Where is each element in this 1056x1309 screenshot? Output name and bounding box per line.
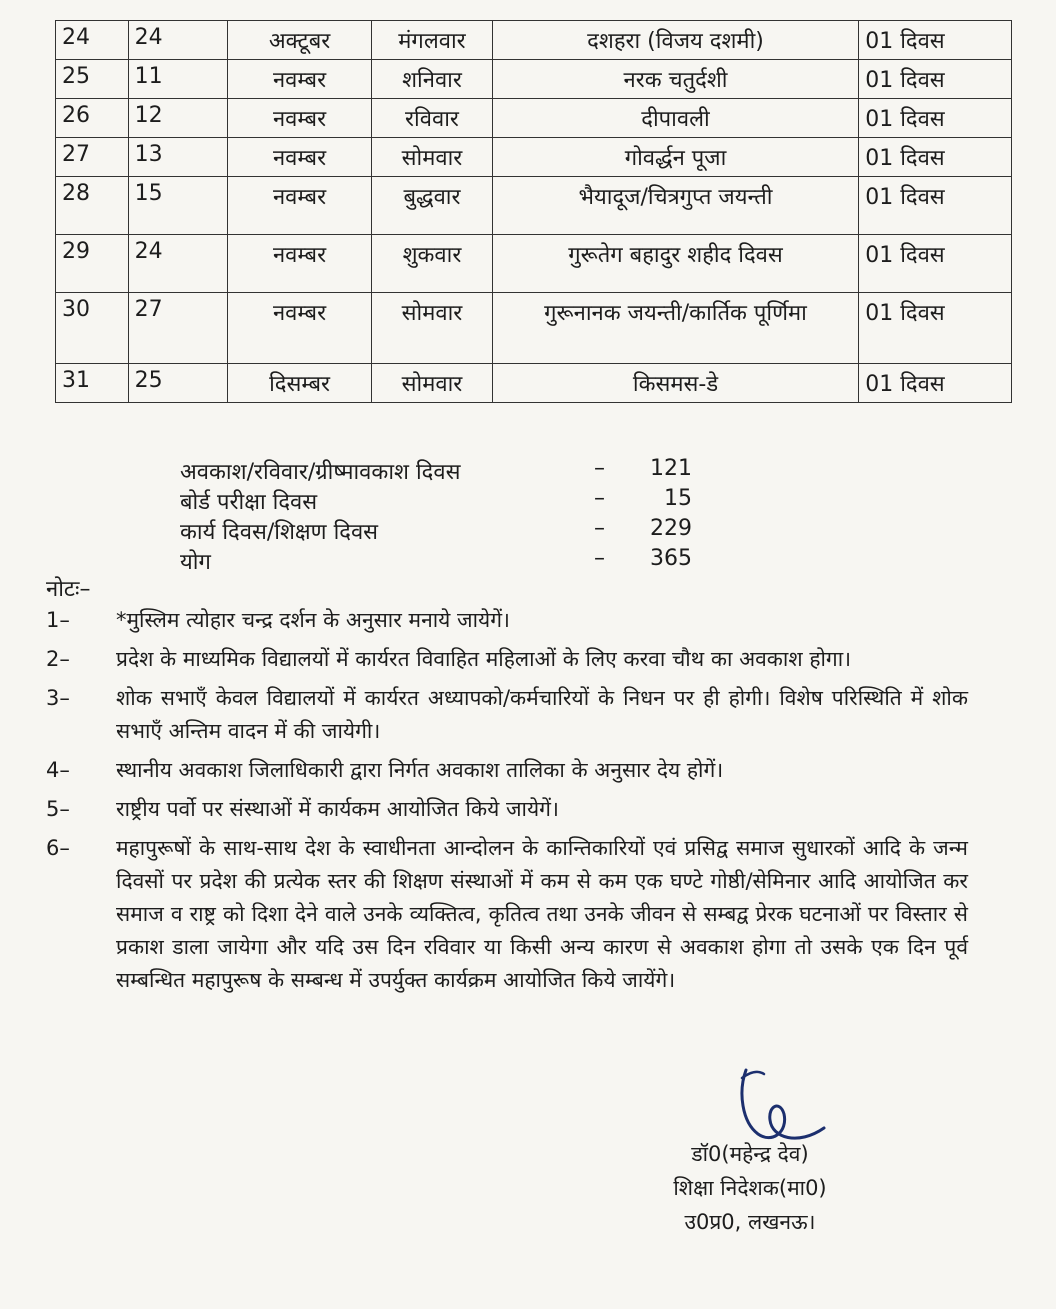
- summary-dash: –: [594, 546, 605, 571]
- serial-number-cell: 27: [56, 138, 129, 177]
- month-cell: नवम्बर: [227, 293, 371, 364]
- summary-label: बोर्ड परीक्षा दिवस: [180, 490, 318, 515]
- summary-dash: –: [594, 486, 605, 511]
- summary-row: [180, 486, 720, 516]
- serial-number-cell: 26: [56, 99, 129, 138]
- weekday-cell: शुकवार: [372, 235, 493, 293]
- serial-number-cell: 30: [56, 293, 129, 364]
- month-cell: नवम्बर: [227, 235, 371, 293]
- note-item: [46, 682, 968, 748]
- holiday-row: [56, 177, 1012, 235]
- weekday-cell: सोमवार: [372, 364, 493, 403]
- festival-cell: दीपावली: [492, 99, 858, 138]
- summary-value: 365: [650, 546, 692, 571]
- note-number: 6–: [46, 836, 70, 860]
- serial-number-cell: 25: [56, 60, 129, 99]
- summary-row: [180, 516, 720, 546]
- weekday-cell: मंगलवार: [372, 21, 493, 60]
- festival-cell: किसमस-डे: [492, 364, 858, 403]
- signatory-name: डॉ0(महेन्द्र देव): [691, 1142, 809, 1166]
- summary-label: अवकाश/रविवार/ग्रीष्मावकाश दिवस: [180, 460, 461, 485]
- date-cell: 13: [128, 138, 227, 177]
- date-cell: 24: [128, 235, 227, 293]
- month-cell: नवम्बर: [227, 177, 371, 235]
- festival-cell: नरक चतुर्दशी: [492, 60, 858, 99]
- festival-cell: गोवर्द्धन पूजा: [492, 138, 858, 177]
- date-cell: 25: [128, 364, 227, 403]
- festival-cell: गुरूतेग बहादुर शहीद दिवस: [492, 235, 858, 293]
- weekday-cell: बुद्धवार: [372, 177, 493, 235]
- note-number: 2–: [46, 647, 70, 671]
- festival-cell: गुरूनानक जयन्ती/कार्तिक पूर्णिमा: [492, 293, 858, 364]
- note-text: राष्ट्रीय पर्वो पर संस्थाओं में कार्यकम आयोजित किये जायेगें।: [116, 797, 559, 821]
- note-text: स्थानीय अवकाश जिलाधिकारी द्वारा निर्गत अवकाश तालिका के अनुसार देय होगें।: [116, 758, 724, 782]
- note-item: [46, 604, 968, 637]
- serial-number-cell: 29: [56, 235, 129, 293]
- duration-cell: 01 दिवस: [859, 177, 1012, 235]
- notes-list: [46, 604, 968, 1003]
- signature-block: [640, 1137, 860, 1239]
- summary-label: योग: [180, 550, 211, 575]
- date-cell: 11: [128, 60, 227, 99]
- weekday-cell: सोमवार: [372, 293, 493, 364]
- summary-value: 15: [664, 486, 692, 511]
- note-text: महापुरूषों के साथ-साथ देश के स्वाधीनता आन्दोलन के कान्तिकारियों एवं प्रसिद्व समाज सुधारकों आदि के जन्म दिवसों पर प्रदेश की प्रत्येक स्तर की शिक्षण संस्थाओं में कम से कम एक घण्टे गोष्ठी/सेमिनार आदि आयोजित कर समाज व राष्ट्र को दिशा देने वाले उनके व्यक्तित्व, कृतित्व तथा उनके जीवन से सम्बद्व प्रेरक घटनाओं पर विस्तार से प्रकाश डाला जायेगा और यदि उस दिन रविवार या किसी अन्य कारण से अवकाश होगा तो उसके एक दिन पूर्व सम्बन्धित महापुरूष के सम्बन्ध में उपर्युक्त कार्यक्रम आयोजित किये जायेंगे।: [116, 836, 968, 992]
- duration-cell: 01 दिवस: [859, 138, 1012, 177]
- month-cell: नवम्बर: [227, 138, 371, 177]
- summary-row: [180, 546, 720, 576]
- festival-cell: भैयादूज/चित्रगुप्त जयन्ती: [492, 177, 858, 235]
- month-cell: अक्टूबर: [227, 21, 371, 60]
- note-item: [46, 793, 968, 826]
- serial-number-cell: 28: [56, 177, 129, 235]
- date-cell: 15: [128, 177, 227, 235]
- date-cell: 12: [128, 99, 227, 138]
- note-text: *मुस्लिम त्योहार चन्द्र दर्शन के अनुसार मनाये जायेगें।: [116, 608, 511, 632]
- weekday-cell: सोमवार: [372, 138, 493, 177]
- month-cell: दिसम्बर: [227, 364, 371, 403]
- signatory-designation: शिक्षा निदेशक(मा0): [673, 1176, 827, 1200]
- summary-value: 229: [650, 516, 692, 541]
- serial-number-cell: 24: [56, 21, 129, 60]
- festival-cell: दशहरा (विजय दशमी): [492, 21, 858, 60]
- month-cell: नवम्बर: [227, 60, 371, 99]
- note-text: प्रदेश के माध्यमिक विद्यालयों में कार्यरत विवाहित महिलाओं के लिए करवा चौथ का अवकाश होगा।: [116, 647, 852, 671]
- holiday-row: [56, 138, 1012, 177]
- duration-cell: 01 दिवस: [859, 99, 1012, 138]
- duration-cell: 01 दिवस: [859, 293, 1012, 364]
- day-summary: [180, 456, 720, 576]
- weekday-cell: रविवार: [372, 99, 493, 138]
- holiday-table: [55, 20, 1012, 403]
- notes-heading: नोटः–: [46, 577, 91, 602]
- serial-number-cell: 31: [56, 364, 129, 403]
- note-item: [46, 643, 968, 676]
- summary-value: 121: [650, 456, 692, 481]
- summary-row: [180, 456, 720, 486]
- date-cell: 24: [128, 21, 227, 60]
- summary-dash: –: [594, 516, 605, 541]
- note-number: 4–: [46, 758, 70, 782]
- holiday-row: [56, 293, 1012, 364]
- note-text: शोक सभाएँ केवल विद्यालयों में कार्यरत अध्यापको/कर्मचारियों के निधन पर ही होगी। विशेष परिस्थिति में शोक सभाएँ अन्तिम वादन में की जायेगी।: [116, 686, 968, 743]
- duration-cell: 01 दिवस: [859, 364, 1012, 403]
- holiday-row: [56, 99, 1012, 138]
- duration-cell: 01 दिवस: [859, 21, 1012, 60]
- duration-cell: 01 दिवस: [859, 235, 1012, 293]
- date-cell: 27: [128, 293, 227, 364]
- note-number: 3–: [46, 686, 70, 710]
- holiday-row: [56, 60, 1012, 99]
- month-cell: नवम्बर: [227, 99, 371, 138]
- note-item: [46, 754, 968, 787]
- note-item: [46, 832, 968, 997]
- summary-dash: –: [594, 456, 605, 481]
- signatory-place: उ0प्र0, लखनऊ।: [684, 1210, 816, 1234]
- holiday-row: [56, 364, 1012, 403]
- duration-cell: 01 दिवस: [859, 60, 1012, 99]
- holiday-row: [56, 235, 1012, 293]
- note-number: 5–: [46, 797, 70, 821]
- holiday-row: [56, 21, 1012, 60]
- note-number: 1–: [46, 608, 70, 632]
- summary-label: कार्य दिवस/शिक्षण दिवस: [180, 520, 379, 545]
- weekday-cell: शनिवार: [372, 60, 493, 99]
